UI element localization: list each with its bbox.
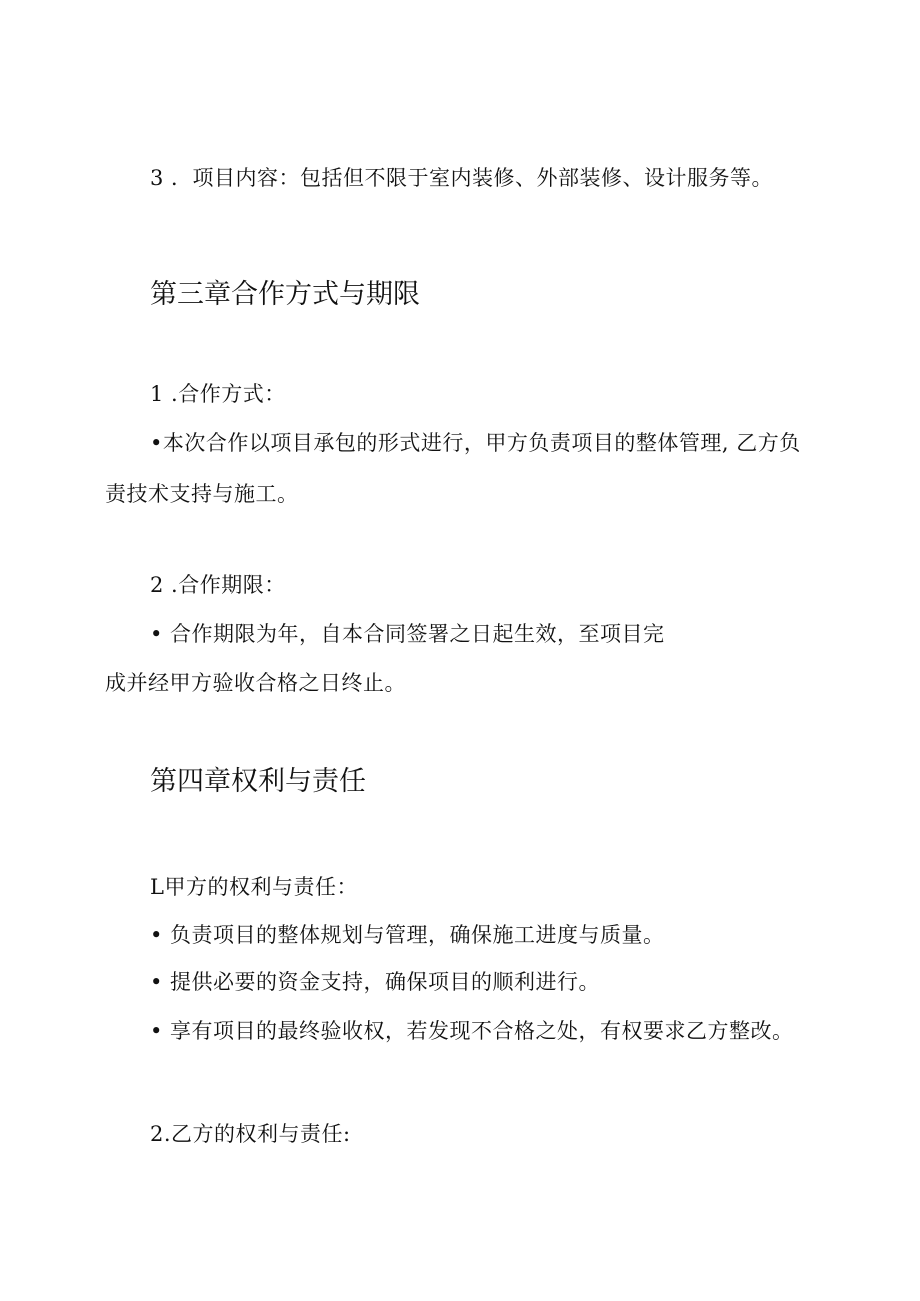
chapter-3-item-1-title: 1 .合作方式： xyxy=(150,382,286,406)
chapter-4-heading: 第四章权利与责任 xyxy=(150,766,366,797)
chapter-3-item-2-bullet-line-2: 成并经甲方验收合格之日终止。 xyxy=(105,671,406,695)
chapter-3-item-2-bullet-line-1: • 合作期限为年，自本合同签署之日起生效，至项目完 xyxy=(150,622,665,646)
chapter-3-item-1-bullet-line-1: •本次合作以项目承包的形式进行，甲方负责项目的整体管理, 乙方负 xyxy=(150,431,801,455)
chapter-3-item-2-title: 2 .合作期限： xyxy=(150,573,286,597)
chapter-4-item-1-bullet: • 提供必要的资金支持，确保项目的顺利进行。 xyxy=(150,970,601,994)
chapter-4-item-1-bullet: • 享有项目的最终验收权，若发现不合格之处，有权要求乙方整改。 xyxy=(150,1019,794,1043)
chapter-3-item-1-bullet-line-2: 责技术支持与施工。 xyxy=(105,482,299,506)
chapter-3-heading: 第三章合作方式与期限 xyxy=(150,279,420,310)
chapter-4-item-1-bullet: • 负责项目的整体规划与管理，确保施工进度与质量。 xyxy=(150,923,665,947)
chapter-4-item-2-title: 2.乙方的权利与责任: xyxy=(150,1122,351,1146)
item-3-project-content: 3 ．项目内容：包括但不限于室内装修、外部装修、设计服务等。 xyxy=(150,166,774,190)
chapter-4-item-1-title: L甲方的权利与责任： xyxy=(150,875,358,899)
